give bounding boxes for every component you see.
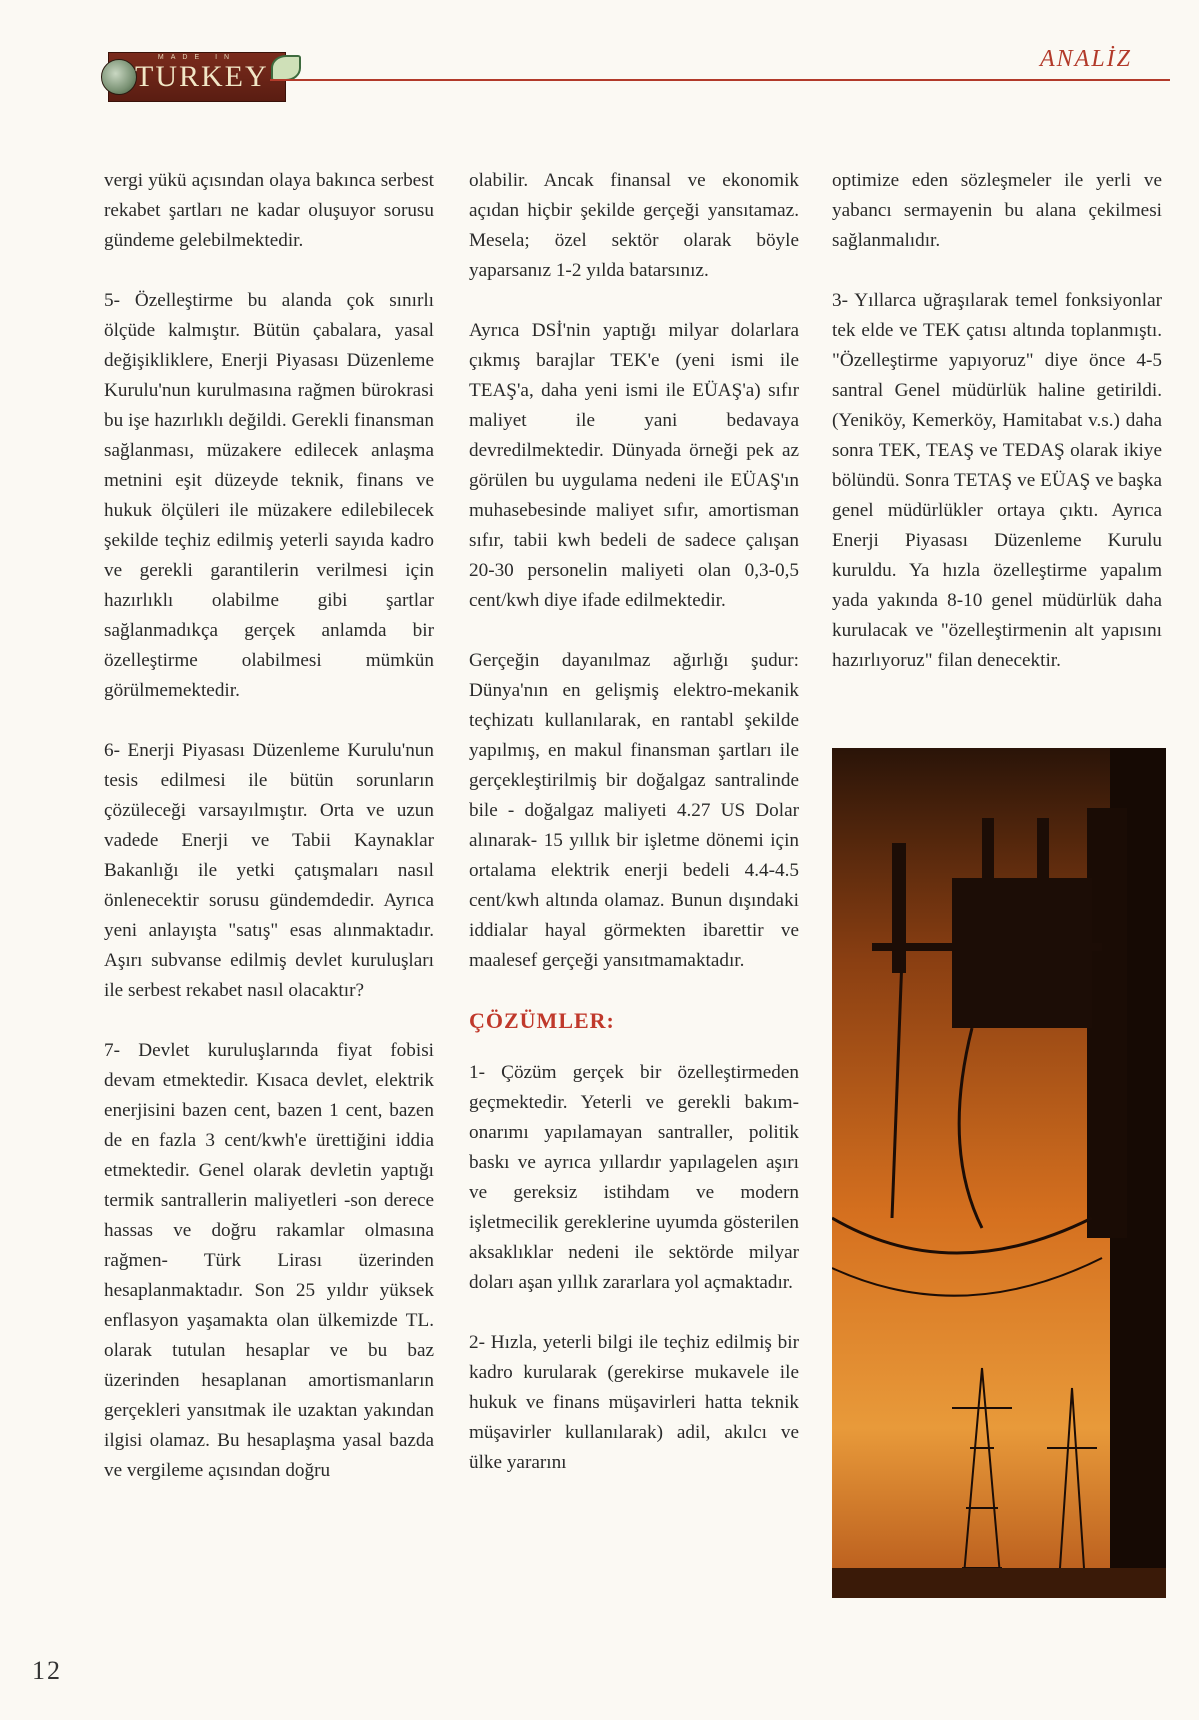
paragraph: optimize eden sözleşmeler ile yerli ve yabancı sermayenin bu alana çekilmesi sağlanmalıdır. [832, 170, 1162, 251]
section-heading: ÇÖZÜMLER: [469, 1008, 615, 1033]
paragraph: olabilir. Ancak finansal ve ekonomik açıdan hiçbir şekilde gerçeği yansıtamaz. Mesela; özel sektör olarak böyle yaparsanız 1-2 yılda batarsınız. [469, 170, 799, 281]
header-rule [270, 79, 1170, 81]
text-column-3 [832, 166, 1162, 706]
paragraph: 1- Çözüm gerçek bir özelleştirmeden geçmektedir. Yeterli ve gerekli bakım-onarımı yapılamayan santraller, politik baskı ve ayrıca yıllardır yapılagelen aşırı ve gereksiz istihdam ve modern işletmecilik gereklerine uyumda gösterilen aksaklıklar nedeni ile sektörde milyar doları aşan yıllık zararlara yol açmaktadır. [469, 1062, 799, 1293]
turkey-logo [108, 52, 286, 102]
text-column-1 [104, 166, 434, 1516]
paragraph: 2- Hızla, yeterli bilgi ile teçhiz edilmiş bir kadro kurularak (gerekirse mukavele ile hukuk ve finans müşavirleri hatta teknik müşavirler kullanılarak) adil, akılcı ve ülke yararını [469, 1332, 799, 1473]
text-column-2 [469, 166, 799, 1508]
power-line-photo [832, 748, 1166, 1598]
paragraph: Gerçeğin dayanılmaz ağırlığı şudur: Dünya'nın en gelişmiş elektro-mekanik teçhizatı kullanılarak, en rantabl şekilde yapılmış, en makul finansman şartları ile gerçekleştirilmiş bir doğalgaz santralinde bile - doğalgaz maliyeti 4.27 US Dolar alınarak- 15 yıllık bir işletme dönemi için ortalama elektrik enerji bedeli 4.4-4.5 cent/kwh altında olamaz. Bunun dışındaki iddialar hayal görmekten ibarettir ve maalesef gerçeği yansıtmamaktadır. [469, 650, 799, 971]
section-label: ANALİZ [1040, 46, 1133, 72]
power-line-illustration [832, 748, 1166, 1598]
logo-made-in: MADE IN [157, 54, 237, 61]
logo-word: TURKEY [135, 60, 269, 93]
paragraph: 5- Özelleştirme bu alanda çok sınırlı ölçüde kalmıştır. Bütün çabalara, yasal değişikliklere, Enerji Piyasası Düzenleme Kurulu'nun kurulmasına rağmen bürokrasi bu işe hazırlıklı değildi. Gerekli finansman sağlanması, müzakere edilecek anlaşma metnini eşit düzeyde teknik, finans ve hukuk ölçüleri ile müzakere edilebilecek şekilde teçhiz edilmiş yeterli sayıda kadro ve gerekli garantilerin verilmesi için hazırlıklı olabilme gibi şartlar sağlanmadıkça gerçek anlamda bir özelleştirme olabilmesi mümkün görülmemektedir. [104, 290, 434, 701]
paragraph: vergi yükü açısından olaya bakınca serbest rekabet şartları ne kadar oluşuyor sorusu gündeme gelebilmektedir. [104, 170, 434, 251]
paragraph: 3- Yıllarca uğraşılarak temel fonksiyonlar tek elde ve TEK çatısı altında toplanmıştı. "Özelleştirme yapıyoruz" diye önce 4-5 santral Genel müdürlük haline getirildi. (Yeniköy, Kemerköy, Hamitabat v.s.) daha sonra TEK, TEAŞ ve TEDAŞ olarak ikiye bölündü. Sonra TETAŞ ve EÜAŞ ve başka genel müdürlükler ortaya çıktı. Ayrıca Enerji Piyasası Düzenleme Kurulu kuruldu. Ya hızla özelleştirme yapalım yada yakında 8-10 genel müdürlük daha kurulacak ve "özelleştirmenin alt yapısını hazırlıyoruz" filan denecektir. [832, 290, 1162, 671]
paragraph: 7- Devlet kuruluşlarında fiyat fobisi devam etmektedir. Kısaca devlet, elektrik enerjisini bazen cent, bazen 1 cent, bazen de en fazla 3 cent/kwh'e ürettiğini iddia etmektedir. Genel olarak devletin yaptığı termik santrallerin maliyetleri -son derece hassas ve doğru rakamlar olmasına rağmen- Türk Lirası üzerinden hesaplanmaktadır. Son 25 yıldır yüksek enflasyon yaşamakta olan ülkemizde TL. olarak tutulan hesaplar ve bu baz üzerinden hesaplanan amortismanların gerçekleri yansıtmak ile uzaktan yakından ilgisi olamaz. Bu hesaplaşma yasal bazda ve vergileme açısından doğru [104, 1040, 434, 1481]
page-number: 12 [32, 1656, 62, 1685]
paragraph: 6- Enerji Piyasası Düzenleme Kurulu'nun tesis edilmesi ile bütün sorunların çözüleceği varsayılmıştır. Orta ve uzun vadede Enerji ve Tabii Kaynaklar Bakanlığı ile yetki çatışmaları nasıl önlenecektir sorusu gündemdedir. Ayrıca yeni anlayışta "satış" esas alınmaktadır. Aşırı subvanse edilmiş devlet kuruluşları ile serbest rekabet nasıl olacaktır? [104, 740, 434, 1001]
globe-icon [101, 59, 137, 95]
paragraph: Ayrıca DSİ'nin yaptığı milyar dolarlara çıkmış barajlar TEK'e (yeni ismi ile TEAŞ'a, daha yeni ismi ile EÜAŞ'a) sıfır maliyet ile yani bedavaya devredilmektedir. Dünyada örneği pek az görülen bu uygulama nedeni ile EÜAŞ'ın muhasebesinde maliyet sıfır, amortisman sıfır, tabii kwh bedeli de sadece çalışan 20-30 personelin maliyeti olan 0,3-0,5 cent/kwh diye ifade edilmektedir. [469, 320, 799, 611]
bird-icon [271, 55, 301, 81]
